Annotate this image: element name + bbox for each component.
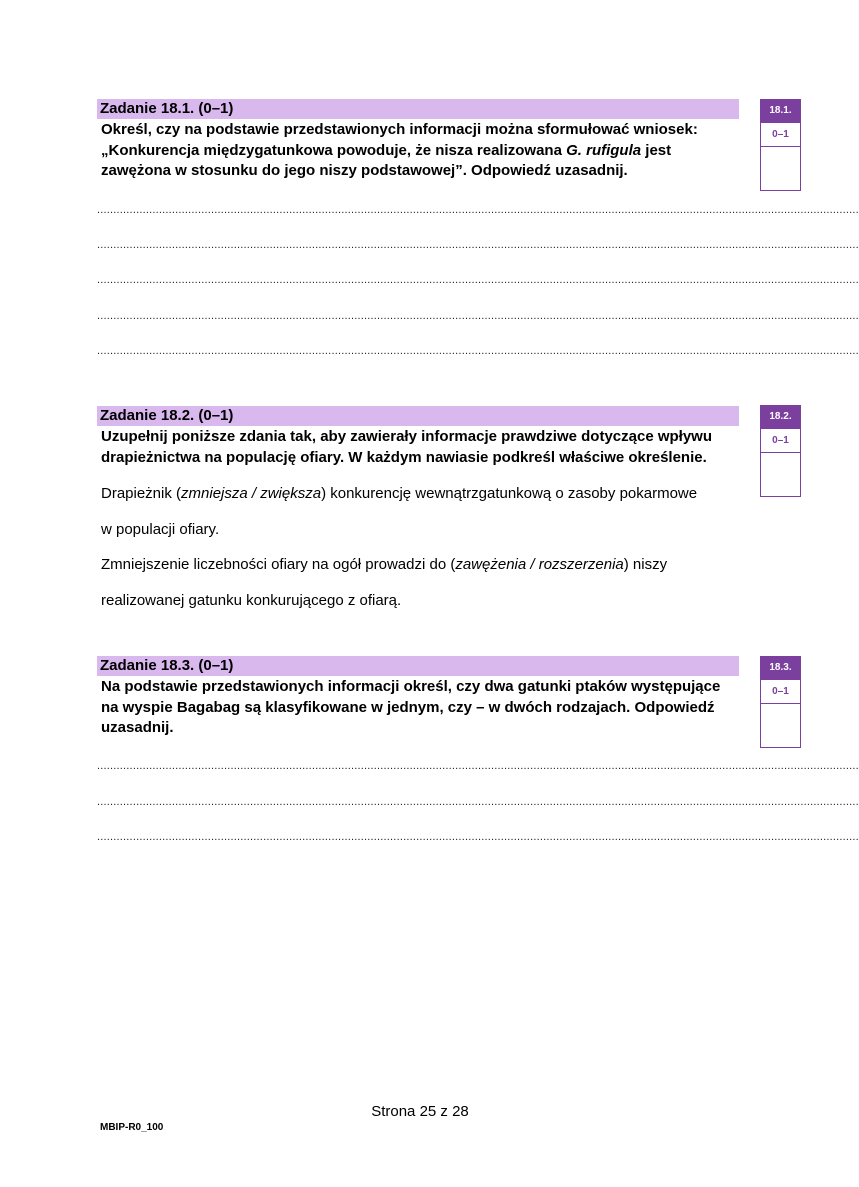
score-box-18-1: [760, 99, 801, 191]
sentence-1-cont: w populacji ofiary.: [101, 521, 220, 538]
score-field[interactable]: [761, 453, 800, 496]
task-header: Zadanie 18.3. (0–1): [97, 656, 739, 676]
answer-line[interactable]: ..........................................................................................................................................................................................................................................: [97, 796, 859, 808]
score-number: 18.1.: [761, 100, 800, 122]
score-number: 18.3.: [761, 657, 800, 679]
task-18-2: [97, 406, 739, 609]
score-box-18-2: [760, 405, 801, 497]
answer-line[interactable]: ..........................................................................................................................................................................................................................................: [97, 204, 859, 216]
score-field[interactable]: [761, 704, 800, 747]
sentence-1: Drapieżnik (zmniejsza / zwiększa) konkurencję wewnątrzgatunkową o zasoby pokarmowe: [101, 485, 698, 502]
score-number: 18.2.: [761, 406, 800, 428]
choice-1[interactable]: zmniejsza / zwiększa: [181, 485, 322, 502]
score-field[interactable]: [761, 147, 800, 190]
score-points: 0–1: [761, 428, 800, 453]
score-box-18-3: [760, 656, 801, 748]
task-prompt: Uzupełnij poniższe zdania tak, aby zawierały informacje prawdziwe dotyczące wpływu drapieżnictwa na populację ofiary. W każdym nawiasie podkreśl właściwe określenie.: [101, 428, 713, 466]
page-number: Strona 25 z 28: [371, 1103, 469, 1120]
answer-line[interactable]: ..........................................................................................................................................................................................................................................: [97, 831, 859, 843]
task-header: Zadanie 18.1. (0–1): [97, 99, 739, 119]
score-points: 0–1: [761, 679, 800, 704]
sentence-2: Zmniejszenie liczebności ofiary na ogół prowadzi do (zawężenia / rozszerzenia) niszy: [101, 556, 668, 573]
sentence-2-cont: realizowanej gatunku konkurującego z ofiarą.: [101, 592, 402, 609]
answer-line[interactable]: ..........................................................................................................................................................................................................................................: [97, 345, 859, 357]
task-prompt: Na podstawie przedstawionych informacji określ, czy dwa gatunki ptaków występujące na wyspie Bagabag są klasyfikowane w jednym, czy – w dwóch rodzajach. Odpowiedź uzasadnij.: [101, 678, 721, 736]
document-code: MBIP-R0_100: [100, 1122, 164, 1133]
answer-line[interactable]: ..........................................................................................................................................................................................................................................: [97, 310, 859, 322]
score-points: 0–1: [761, 122, 800, 147]
answer-line[interactable]: ..........................................................................................................................................................................................................................................: [97, 239, 859, 251]
task-18-3: [97, 656, 859, 843]
answer-line[interactable]: ..........................................................................................................................................................................................................................................: [97, 274, 859, 286]
task-header: Zadanie 18.2. (0–1): [97, 406, 739, 426]
task-18-1: [97, 99, 859, 357]
answer-line[interactable]: ..........................................................................................................................................................................................................................................: [97, 760, 859, 772]
task-prompt: Określ, czy na podstawie przedstawionych informacji można sformułować wniosek: „Konkurencja międzygatunkowa powoduje, że nisza realizowana G. rufigula jest zawężona w stosunku do jego niszy podstawowej”. Odpowiedź uzasadnij.: [101, 121, 698, 179]
choice-2[interactable]: zawężenia / rozszerzenia: [455, 556, 624, 573]
